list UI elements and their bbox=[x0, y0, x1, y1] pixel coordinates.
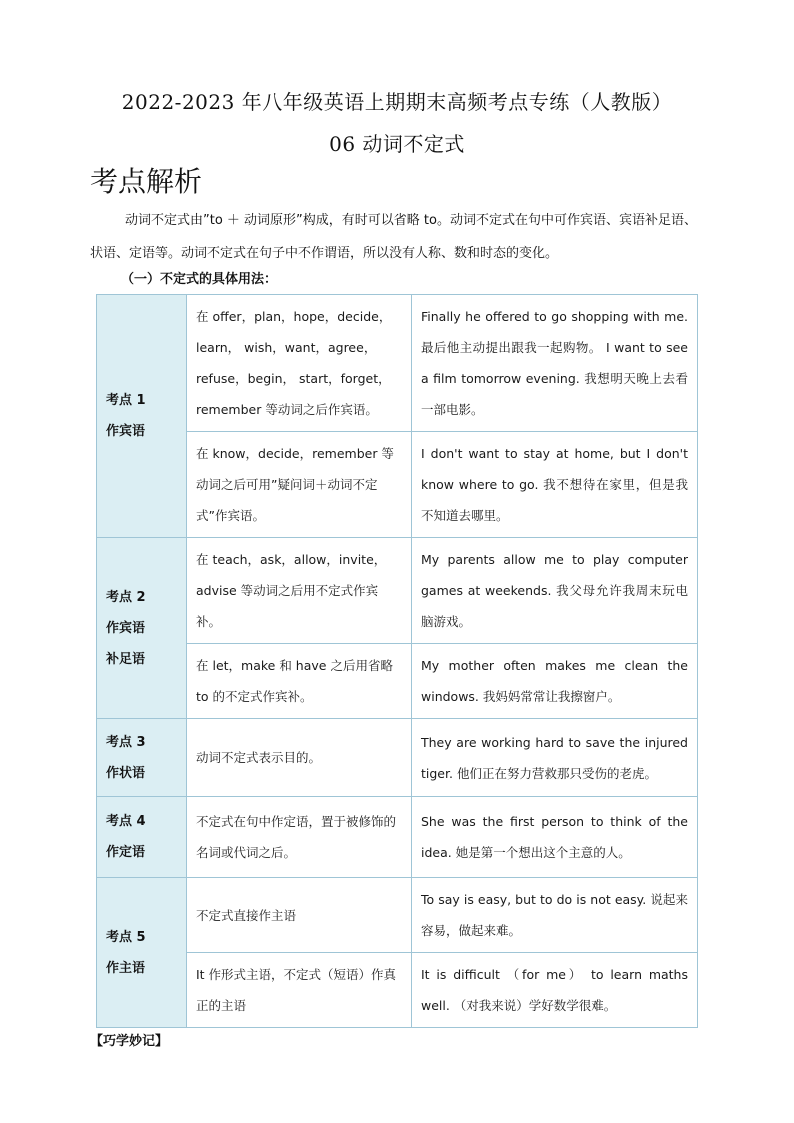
category-point: 考点 3 bbox=[106, 734, 146, 750]
usage-table bbox=[96, 294, 698, 1028]
example-cell: My mother often makes me clean the windows. 我妈妈常常让我擦窗户。 bbox=[412, 644, 698, 719]
rule-cell: 不定式直接作主语 bbox=[187, 878, 412, 953]
category-point: 考点 2 bbox=[106, 589, 146, 605]
table-row bbox=[97, 719, 698, 797]
category-cell bbox=[97, 878, 187, 1028]
rule-cell: It 作形式主语，不定式（短语）作真正的主语 bbox=[187, 953, 412, 1028]
category-role: 作宾语 bbox=[106, 424, 146, 439]
section-heading: 考点解析 bbox=[90, 165, 203, 198]
example-cell: My parents allow me to play computer games at weekends. 我父母允许我周末玩电脑游戏。 bbox=[412, 538, 698, 644]
memo-heading: 【巧学妙记】 bbox=[90, 1034, 169, 1049]
category-point: 考点 1 bbox=[106, 393, 146, 408]
category-point: 考点 5 bbox=[106, 929, 146, 945]
rule-cell: 在 let，make 和 have 之后用省略 to 的不定式作宾补。 bbox=[187, 644, 412, 719]
category-cell bbox=[97, 538, 187, 719]
example-cell: I don't want to stay at home, but I don't know where to go. 我不想待在家里，但是我不知道去哪里。 bbox=[412, 432, 698, 538]
table-row bbox=[97, 538, 698, 644]
example-cell: To say is easy, but to do is not easy. 说起来容易，做起来难。 bbox=[412, 878, 698, 953]
document-title: 2022-2023 年八年级英语上期期末高频考点专练（人教版） bbox=[121, 90, 673, 114]
table-row bbox=[97, 432, 698, 538]
example-cell: They are working hard to save the injured tiger. 他们正在努力营救那只受伤的老虎。 bbox=[412, 719, 698, 797]
category-role: 作状语 bbox=[106, 765, 146, 781]
rule-cell: 不定式在句中作定语，置于被修饰的名词或代词之后。 bbox=[187, 797, 412, 878]
category-role: 作主语 bbox=[106, 960, 146, 976]
rule-cell: 在 teach，ask，allow，invite，advise 等动词之后用不定式作宾补。 bbox=[187, 538, 412, 644]
table-row bbox=[97, 295, 698, 432]
table-row bbox=[97, 953, 698, 1028]
table-row bbox=[97, 878, 698, 953]
category-cell bbox=[97, 295, 187, 538]
usage-subheading: （一）不定式的具体用法： bbox=[121, 272, 278, 287]
example-cell: She was the first person to think of the idea. 她是第一个想出这个主意的人。 bbox=[412, 797, 698, 878]
rule-cell: 动词不定式表示目的。 bbox=[187, 719, 412, 797]
rule-cell: 在 know，decide，remember 等动词之后可用”疑问词＋动词不定式”作宾语。 bbox=[187, 432, 412, 538]
category-cell bbox=[97, 719, 187, 797]
example-cell: Finally he offered to go shopping with me. 最后他主动提出跟我一起购物。 I want to see a film tomorrow evening. 我想明天晚上去看一部电影。 bbox=[412, 295, 698, 432]
category-cell bbox=[97, 797, 187, 878]
table-row bbox=[97, 644, 698, 719]
example-cell: It is difficult （for me） to learn maths well. （对我来说）学好数学很难。 bbox=[412, 953, 698, 1028]
intro-paragraph: 动词不定式由”to ＋ 动词原形”构成，有时可以省略 to。动词不定式在句中可作宾语、宾语补足语、状语、定语等。动词不定式在句子中不作谓语，所以没有人称、数和时态的变化。 bbox=[90, 213, 697, 261]
rule-cell: 在 offer，plan，hope，decide，learn， wish，want，agree，refuse，begin， start，forget，remember 等动词之后作宾语。 bbox=[187, 295, 412, 432]
category-role: 作宾语补足语 bbox=[106, 620, 146, 667]
document-subtitle: 06 动词不定式 bbox=[329, 132, 465, 156]
category-point: 考点 4 bbox=[106, 814, 146, 829]
table-row bbox=[97, 797, 698, 878]
category-role: 作定语 bbox=[106, 845, 146, 860]
